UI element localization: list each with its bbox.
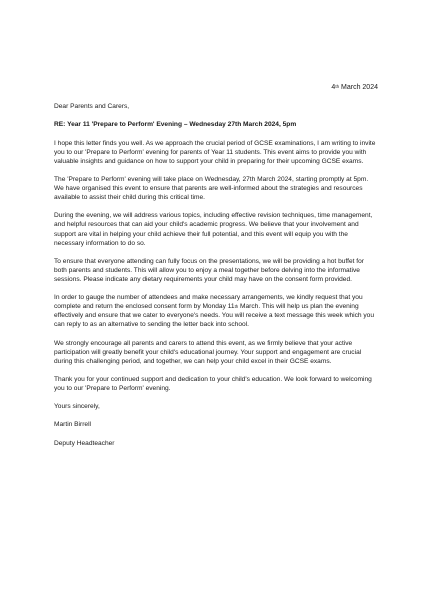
- paragraph-thanks: Thank you for your continued support and dedication to your child's education. We look forward to welcoming you to our 'Prepare to Perform' evening.: [54, 376, 372, 393]
- paragraph-topics: During the evening, we will address various topics, including effective revision techniques, time management, and helpful resources that can aid your child's academic progress. We believe that your involvement and support are vital in helping your child achieve their full potential, and this event will equip you with the necessary information to do so.: [54, 212, 373, 247]
- subject-line: RE: Year 11 'Prepare to Perform' Evening – Wednesday 27th March 2024, 5pm: [54, 121, 297, 129]
- paragraph-encouragement: We strongly encourage all parents and carers to attend this event, as we firmly believe that your active participation will greatly benefit your child's educational journey. Your support and engagement are crucial during this challenging period, and together, we can help your child excel in their GCSE exams.: [54, 339, 362, 365]
- paragraph-event-details: The 'Prepare to Perform' evening will take place on Wednesday, 27th March 2024, starting promptly at 5pm. We have organised this event to ensure that parents are well-informed about the strategies and resources available to assist their child during this critical time.: [54, 175, 369, 202]
- consent-text-end: March. This will help us plan the evening effectively and ensure that we cater to everyone's needs. You will receive a text message this week which you can reply to as an alternative to sending the letter back into school.: [54, 303, 375, 329]
- date-day: 4: [331, 84, 336, 91]
- paragraph-intro: I hope this letter finds you well. As we approach the crucial period of GCSE examinations, I am writing to invite you to our 'Prepare to Perform' evening for parents of Year 11 students. This event aims to provide you with valuable insights and guidance on how to support your child in preparing for their upcoming GCSE exams.: [54, 139, 376, 165]
- salutation: Dear Parents and Carers,: [54, 103, 130, 110]
- paragraph-buffet: To ensure that everyone attending can fully focus on the presentations, we will be providing a hot buffet for both parents and students. This will allow you to enjoy a meal together before delving into the informative sessions. Please indicate any dietary requirements your child may have on the consent form provided.: [54, 257, 364, 283]
- signatory-title: Deputy Headteacher: [54, 439, 115, 447]
- paragraph-consent: [54, 293, 378, 329]
- date-suffix: th: [335, 84, 340, 89]
- consent-date-suffix: th: [234, 303, 239, 309]
- consent-text-start: In order to gauge the number of attendees and make necessary arrangements, we kindly request that you complete and return the enclosed consent form by Monday 11: [54, 294, 363, 311]
- signatory-name: Martin Birrell: [54, 421, 92, 429]
- signoff: Yours sincerely,: [54, 403, 100, 411]
- letter-date: [331, 83, 378, 92]
- date-month-year: March 2024: [339, 84, 378, 91]
